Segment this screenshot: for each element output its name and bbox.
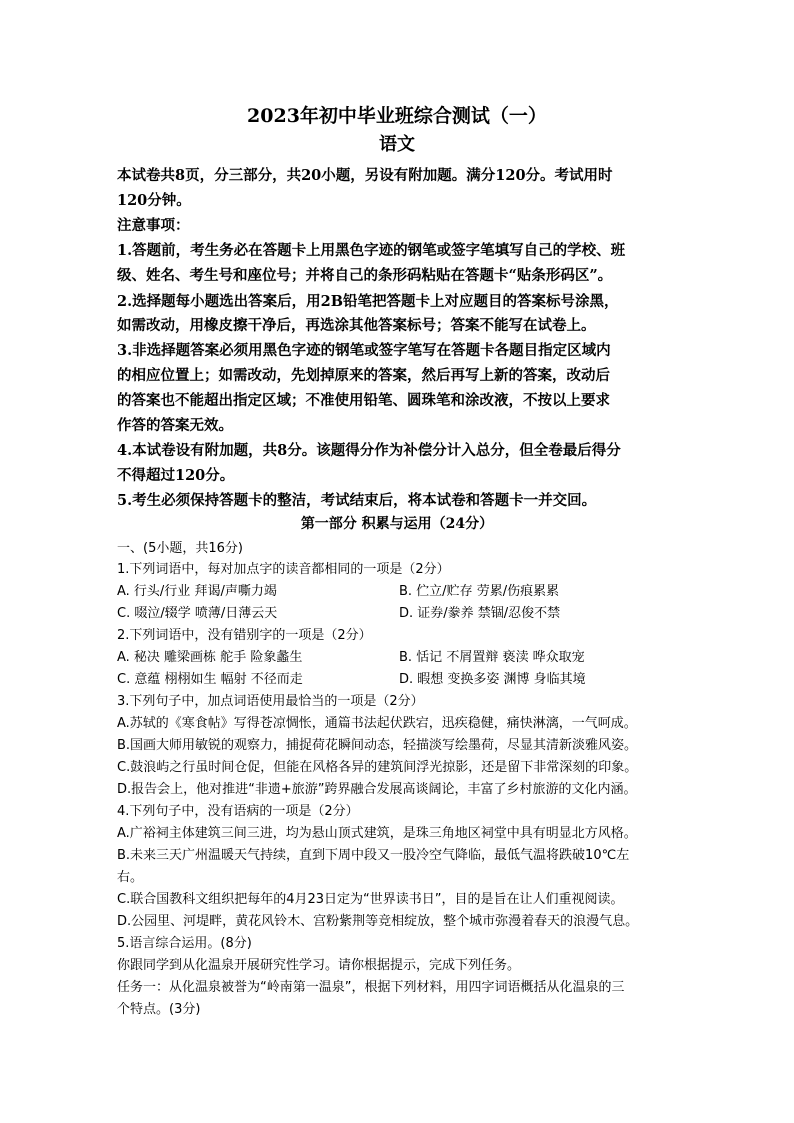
- q2-option-d: D. 暇想 变换多姿 渊博 身临其境: [399, 672, 586, 687]
- note-line: 级、姓名、考生号和座位号；并将自己的条形码粘贴在答题卡“贴条形码区”。: [117, 267, 613, 284]
- q4-option-b-cont: 右。: [117, 870, 144, 885]
- note-line: 不得超过120分。: [117, 467, 235, 484]
- q1-option-d: D. 证券/豢养 禁锢/忍俊不禁: [399, 606, 561, 621]
- q4-option-d: D.公园里、河堤畔，黄花风铃木、宫粉紫荆等竞相绽放，整个城市弥漫着春天的浪漫气息。: [117, 914, 639, 929]
- note-line: 5.考生必须保持答题卡的整洁，考试结束后，将本试卷和答题卡一并交回。: [117, 492, 597, 509]
- q2-stem: 2.下列词语中，没有错别字的一项是（2分）: [117, 628, 372, 643]
- q2-option-c: C. 意蕴 栩栩如生 幅射 不径而走: [117, 672, 303, 687]
- q1-option-c: C. 啜泣/辍学 喷薄/日薄云天: [117, 606, 278, 621]
- q3-stem: 3.下列句子中，加点词语使用最恰当的一项是（2分）: [117, 694, 424, 709]
- part1-heading: 第一部分 积累与运用（24分）: [300, 516, 494, 532]
- note-line: 如需改动，用橡皮擦干净后，再选涂其他答案标号；答案不能写在试卷上。: [117, 317, 596, 334]
- note-line: 的相应位置上；如需改动，先划掉原来的答案，然后再写上新的答案，改动后: [117, 367, 610, 384]
- section-heading: 一、(5小题，共16分): [117, 541, 243, 556]
- note-line: 4.本试卷设有附加题，共8分。该题得分作为补偿分计入总分，但全卷最后得分: [117, 442, 621, 459]
- q1-option-a: A. 行头/行业 拜谒/声嘶力竭: [117, 584, 277, 599]
- q2-option-b: B. 恬记 不屑置辩 亵渎 哗众取宠: [399, 650, 585, 665]
- q5-task1: 任务一：从化温泉被誉为“岭南第一温泉”，根据下列材料，用四字词语概括从化温泉的三: [117, 980, 625, 995]
- q3-option-d: D.报告会上，他对推进“非遗+旅游”跨界融合发展高谈阔论，丰富了乡村旅游的文化内涵。: [117, 782, 637, 797]
- q4-stem: 4.下列句子中，没有语病的一项是（2分）: [117, 804, 359, 819]
- note-line: 2.选择题每小题选出答案后，用2B铅笔把答题卡上对应题目的答案标号涂黑，: [117, 293, 619, 310]
- q3-option-b: B.国画大师用敏锐的观察力，捕捉荷花瞬间动态，轻描淡写绘墨荷，尽显其清新淡雅风姿。: [117, 738, 638, 753]
- q1-stem: 1.下列词语中，每对加点字的读音都相同的一项是（2分）: [117, 562, 450, 577]
- intro-line-2: 120分钟。: [117, 192, 191, 209]
- q4-option-b: B.未来三天广州温暖天气持续，直到下周中段又一股冷空气降临，最低气温将跌破10℃左: [117, 848, 630, 863]
- note-line: 3.非选择题答案必须用黑色字迹的钢笔或签字笔写在答题卡各题目指定区域内: [117, 342, 611, 359]
- notes-heading: 注意事项：: [117, 217, 190, 234]
- q4-option-c: C.联合国教科文组织把每年的4月23日定为“世界读书日”，目的是旨在让人们重视阅读。: [117, 892, 624, 907]
- q5-intro: 你跟同学到从化温泉开展研究性学习。请你根据提示，完成下列任务。: [117, 958, 521, 973]
- q5-task1-cont: 个特点。(3分): [117, 1002, 201, 1017]
- note-line: 的答案也不能超出指定区域；不准使用铅笔、圆珠笔和涂改液，不按以上要求: [117, 392, 610, 409]
- q3-option-a: A.苏轼的《寒食帖》写得苍凉惆怅，通篇书法起伏跌宕，迅疾稳健，痛快淋漓，一气呵成。: [117, 716, 637, 731]
- note-line: 作答的答案无效。: [117, 417, 233, 434]
- q3-option-c: C.鼓浪屿之行虽时间仓促，但能在风格各异的建筑间浮光掠影，还是留下非常深刻的印象。: [117, 760, 638, 775]
- subject-title: 语文: [379, 134, 415, 155]
- q1-option-b: B. 伫立/贮存 劳累/伤痕累累: [399, 584, 560, 599]
- intro-line-1: 本试卷共8页，分三部分，共20小题，另设有附加题。满分120分。考试用时: [117, 167, 613, 184]
- note-line: 1.答题前，考生务必在答题卡上用黑色字迹的钢笔或签字笔填写自己的学校、班: [117, 242, 626, 259]
- q5-stem: 5.语言综合运用。(8分): [117, 936, 252, 951]
- q2-option-a: A. 秘决 雕梁画栋 舵手 险象蠡生: [117, 650, 303, 665]
- q4-option-a: A.广裕祠主体建筑三间三进，均为悬山顶式建筑，是珠三角地区祠堂中具有明显北方风格。: [117, 826, 637, 841]
- exam-title: 2023年初中毕业班综合测试（一）: [247, 105, 547, 127]
